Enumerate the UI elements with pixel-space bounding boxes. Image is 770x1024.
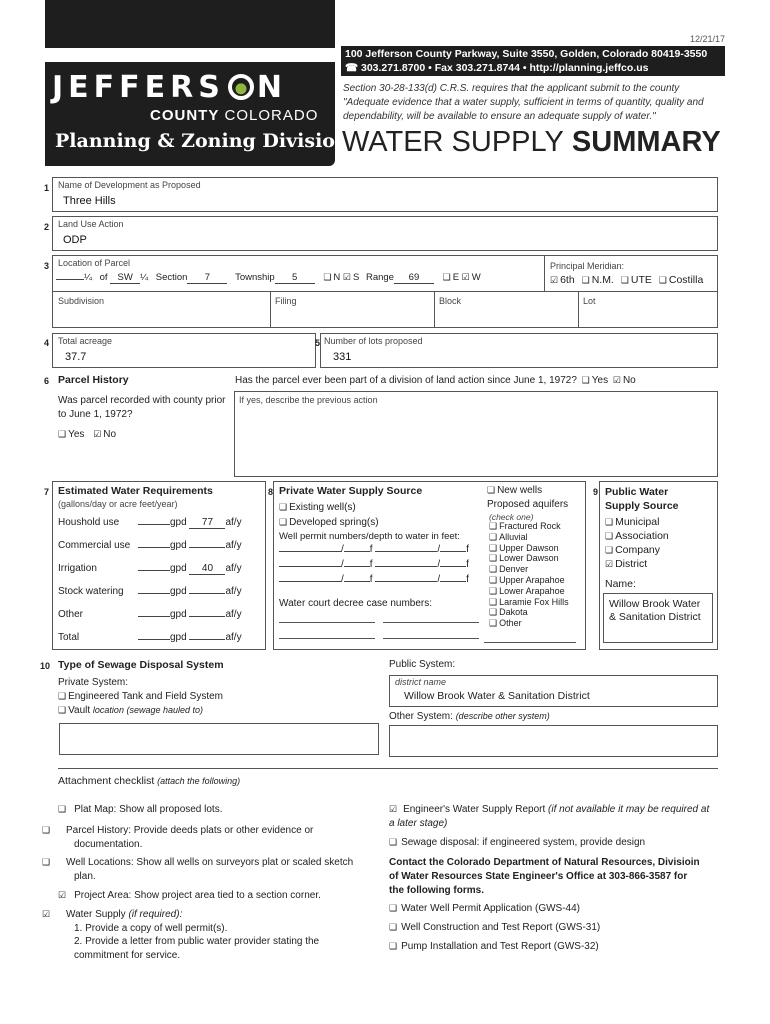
south-label: S [352,272,360,283]
sewage-design-item [389,837,714,848]
aquifer-checkbox[interactable]: ❑ [489,531,498,542]
land-use-value: ODP [63,234,87,246]
well-permit-label: Well permit numbers/depth to water in feet: [279,531,460,542]
meridian-ute-checkbox[interactable]: ❑ [620,275,629,285]
division-name: Planning & Zoning Division [55,130,349,152]
gpd-unit: gpd [170,563,187,574]
field-number-8: 8 [268,487,274,497]
water-req-afy-field[interactable] [189,639,225,640]
district-name-field[interactable] [389,675,718,707]
water-req-row [58,540,242,551]
aquifer-other-line[interactable] [484,642,576,643]
attach-checkbox-4[interactable]: ☑ [58,890,67,900]
public-option-checkbox[interactable]: ❑ [605,545,614,555]
water-req-label: Commercial use [58,540,131,551]
water-req-row [58,586,242,597]
water-supply-title: Water Supply [66,909,126,920]
form-item-3 [389,941,599,952]
public-option-checkbox[interactable]: ☑ [605,559,614,569]
afy-unit: af/y [225,517,242,528]
water-req-afy-field[interactable] [189,616,225,617]
attach-text-4: Project Area: Show project area tied to a section corner. [74,890,321,901]
block-field[interactable]: Block [439,296,462,306]
engineer-report-note: (if not available it may be required at a later stage) [389,804,710,829]
supply-name-value: Willow Brook Water & Sanitation District [609,598,701,623]
parcel-history-title: Parcel History [58,374,129,386]
water-supply-note: (if required): [128,909,183,920]
aquifer-label: Upper Dawson [499,542,559,553]
quarter-symbol: ¼ [84,272,92,283]
logo-wordmark [52,70,327,105]
meridian-nm-label: N.M. [591,274,614,286]
district-name-value: Willow Brook Water & Sanitation District [404,690,590,702]
water-req-afy-field[interactable]: 77 [189,517,225,529]
water-req-row [58,563,242,575]
vault-location-field[interactable] [59,723,379,755]
afy-unit: af/y [225,563,242,574]
water-req-label: Other [58,609,84,620]
water-req-gpd-field[interactable] [138,547,170,548]
meridian-divider [544,256,545,291]
water-req-row [58,609,242,620]
permit-number-field[interactable] [279,566,341,567]
aquifer-label: Dakota [499,607,528,618]
logo-county: COUNTY [150,107,220,124]
meridian-label: Principal Meridian: [550,261,625,271]
quarter2-field[interactable]: SW [110,272,140,284]
north-checkbox[interactable]: ❑ [323,272,332,282]
aquifer-option[interactable] [489,521,561,532]
public-option[interactable] [605,530,669,542]
attach-checkbox-1[interactable]: ❑ [58,804,67,814]
aquifer-option[interactable] [489,618,522,629]
meridian-nm-checkbox[interactable]: ❑ [581,275,590,285]
development-name-field[interactable] [52,177,718,212]
aquifer-checkbox[interactable]: ❑ [489,585,498,596]
aquifer-option[interactable] [489,607,528,618]
court-line-4[interactable] [383,638,479,639]
permit-line[interactable]: / f / f [279,559,469,570]
sewage-design-checkbox[interactable]: ❑ [389,837,398,847]
lot-field[interactable]: Lot [583,296,596,306]
sewage-design-label: Sewage disposal: if engineered system, provide design [401,837,646,848]
attach-text-2: Parcel History: Provide deeds plats or other evidence or documentation. [66,825,314,850]
proposed-aquifers-label: Proposed aquifers [487,499,569,510]
attach-item-2: ❑ Parcel History: Provide deeds plats or other evidence or documentation. [42,825,314,850]
division-no-label: No [622,375,636,386]
division-question [235,375,636,386]
range-field[interactable]: 69 [394,272,434,284]
aquifer-label: Upper Arapahoe [499,575,565,585]
district-name-label: district name [395,677,447,687]
statute-text: Section 30-28-133(d) C.R.S. requires that the applicant submit to the county "Adequate evidence that a water supply, sufficient in terms of quantity, quality and dependability, will be available to ensure an adequate supply of water." [343,83,704,122]
title-light: WATER SUPPLY [342,126,564,158]
gpd-unit: gpd [170,609,187,620]
engineer-report-item [389,803,714,830]
water-req-gpd-field[interactable] [138,616,170,617]
form-checkbox-2[interactable]: ❑ [389,922,398,932]
attach-item-4 [58,889,358,903]
logo-word-left: JEFFERS [52,70,225,105]
supply-name-label: Name: [605,578,636,590]
subdivision-field[interactable]: Subdivision [58,296,105,306]
attachment-note: (attach the following) [157,776,241,786]
meridian-costilla-checkbox[interactable]: ❑ [658,275,667,285]
water-req-afy-field[interactable]: 40 [189,563,225,575]
private-system-label: Private System: [58,677,129,688]
water-requirements-title: Estimated Water Requirements [58,485,213,497]
existing-wells-checkbox[interactable]: ❑ [279,502,288,512]
aquifer-option[interactable] [489,532,528,543]
aquifer-option[interactable] [489,575,565,586]
division-yes-checkbox[interactable]: ❑ [581,375,590,385]
water-req-label: Total [58,632,80,643]
attach-item-5: ☑ Water Supply (if required): 1. Provide a copy of well permit(s). 2. Provide a letter from public water provider stating the commitment for service. [42,909,320,961]
public-option[interactable] [605,516,659,528]
parcel-history-question: Was parcel recorded with county prior to June 1, 1972? [58,395,226,420]
developed-springs-row [279,517,379,528]
section-field[interactable]: 7 [187,272,227,284]
permit-number-field[interactable] [279,551,341,552]
permit-number-field-2[interactable] [375,566,437,567]
form-date: 12/21/17 [689,34,725,44]
logo-block-top [45,0,335,48]
other-system-label: Other System: [389,711,453,722]
vault-checkbox[interactable]: ❑ [58,705,67,715]
division-question-text: Has the parcel ever been part of a division of land action since June 1, 1972? [235,375,577,386]
permit-depth-field[interactable] [344,566,370,567]
recorded-yes-checkbox[interactable]: ❑ [58,429,67,439]
existing-wells-row [279,502,356,513]
parcel-row-divider [53,291,717,292]
recorded-no-checkbox[interactable]: ☑ [93,429,102,439]
col-divider-1 [270,291,271,328]
form-label-3: Pump Installation and Test Report (GWS-32) [401,941,599,952]
other-system-row [389,711,550,722]
meridian-options [550,274,703,286]
lots-proposed-field[interactable] [320,333,718,368]
field-number-1: 1 [44,183,50,193]
vault-label: Vault [68,705,91,716]
gpd-unit: gpd [170,586,187,597]
court-line-2[interactable] [383,622,479,623]
engineered-label: Engineered Tank and Field System [68,691,223,702]
form-item-1 [389,903,580,914]
water-req-gpd-field[interactable] [138,570,170,571]
attach-item-3: ❑ Well Locations: Show all wells on surveyors plat or scaled sketch plan. [42,857,354,882]
public-system-label: Public System: [389,659,456,670]
check-one-label: (check one) [489,512,534,522]
total-acreage-label: Total acreage [58,336,113,346]
parcel-history-answer [58,429,116,440]
title-bold: SUMMARY [571,126,721,158]
aquifer-option[interactable] [489,597,569,608]
parcel-location-box [52,255,718,328]
aquifer-label: Denver [499,564,529,575]
permit-line[interactable]: / f / f [279,574,469,585]
vault-row [58,705,203,716]
total-acreage-field[interactable] [52,333,316,368]
aquifer-label: Lower Dawson [499,553,559,564]
court-line-1[interactable] [279,622,375,623]
land-use-field[interactable] [52,216,718,251]
gpd-unit: gpd [170,517,187,528]
developed-springs-label: Developed spring(s) [289,517,379,528]
west-checkbox[interactable]: ☑ [461,272,470,282]
afy-unit: af/y [225,540,242,551]
quarter1-field[interactable] [56,279,84,280]
water-req-label: Irrigation [58,563,97,574]
vault-note: location (sewage hauled to) [92,705,203,715]
aquifer-checkbox[interactable]: ❑ [489,596,498,607]
water-req-afy-field[interactable] [189,593,225,594]
permit-number-field[interactable] [279,581,341,582]
court-decree-label: Water court decree case numbers: [279,598,433,609]
new-wells-label: New wells [497,485,543,496]
aquifer-checkbox[interactable]: ❑ [489,564,498,575]
phone-line: ☎ 303.271.8700 • Fax 303.271.8744 • http://planning.jeffco.us [345,62,649,74]
gpd-unit: gpd [170,540,187,551]
development-name-value: Three Hills [63,195,116,207]
logo-gap [45,48,335,62]
public-option-checkbox[interactable]: ❑ [605,517,614,527]
permit-number-field-2[interactable] [375,581,437,582]
water-req-row [58,517,242,529]
of-label: of [99,272,108,283]
permit-depth-field-2[interactable] [440,551,466,552]
field-number-4: 4 [44,338,50,348]
form-item-2 [389,922,600,933]
afy-unit: af/y [225,586,242,597]
attachment-divider [58,768,718,769]
parcel-location-label: Location of Parcel [58,258,131,268]
recorded-no-label: No [103,429,117,440]
range-label: Range [365,272,394,283]
new-wells-checkbox[interactable]: ❑ [487,485,496,495]
development-name-label: Name of Development as Proposed [58,180,201,190]
east-label: E [452,272,460,283]
water-req-gpd-field[interactable] [138,639,170,640]
water-supply-step-2: 2. Provide a letter from public water provider stating the commitment for service. [74,936,320,961]
other-system-note: (describe other system) [455,711,550,721]
aquifer-option[interactable] [489,586,565,597]
page-title [342,126,721,159]
previous-action-label: If yes, describe the previous action [239,395,378,405]
parcel-location-row [56,272,481,284]
public-option[interactable] [605,544,660,556]
logo-colorado: COLORADO [224,107,319,124]
meridian-costilla-label: Costilla [668,274,704,286]
water-requirements-sub: (gallons/day or acre feet/year) [58,499,178,509]
permit-number-field-2[interactable] [375,551,437,552]
north-label: N [333,272,341,283]
aquifer-checkbox[interactable]: ❑ [489,553,498,564]
water-supply-step-1: 1. Provide a copy of well permit(s). [74,922,228,934]
aquifer-label: Laramie Fox Hills [499,596,569,607]
engineer-report-checkbox[interactable]: ☑ [389,804,398,814]
attachment-title-row [58,775,240,787]
aquifer-checkbox[interactable]: ❑ [489,607,498,618]
permit-line[interactable]: / f / f [279,544,469,555]
other-system-field[interactable] [389,725,718,757]
water-req-label: Houshold use [58,517,120,528]
field-number-10: 10 [40,661,51,671]
aquifer-checkbox[interactable]: ❑ [489,542,498,553]
logo-subtitle [150,107,318,124]
attach-item-1 [58,803,358,817]
supply-name-field[interactable] [603,593,713,643]
logo-word-right: N [256,70,287,105]
court-line-3[interactable] [279,638,375,639]
public-option-label: Association [615,530,669,542]
field-number-9: 9 [593,487,599,497]
afy-unit: af/y [225,609,242,620]
public-option-label: Company [615,544,661,556]
form-label-1: Water Well Permit Application (GWS-44) [401,903,581,914]
meridian-ute-label: UTE [630,274,652,286]
permit-depth-field-2[interactable] [440,581,466,582]
public-option-label: Municipal [615,516,660,528]
aquifer-label: Alluvial [499,531,528,542]
total-acreage-value: 37.7 [65,351,87,363]
field-number-6: 6 [44,376,50,386]
aquifer-label: Lower Arapahoe [499,585,565,596]
meridian-6th-checkbox[interactable]: ☑ [550,275,559,285]
land-use-label: Land Use Action [58,219,124,229]
aquifer-label: Fractured Rock [499,521,561,531]
previous-action-field[interactable] [234,391,718,477]
permit-depth-field[interactable] [344,551,370,552]
afy-unit: af/y [225,632,242,643]
meridian-6th-label: 6th [560,274,575,286]
address-line: 100 Jefferson County Parkway, Suite 3550, Golden, Colorado 80419-3550 [345,48,708,60]
form-label-2: Well Construction and Test Report (GWS-31) [401,922,601,933]
private-supply-title: Private Water Supply Source [279,485,423,497]
recorded-yes-label: Yes [68,429,85,440]
field-number-3: 3 [44,261,50,271]
new-wells-row [487,485,542,496]
engineered-row [58,691,223,702]
aquifer-checkbox[interactable]: ❑ [489,618,498,629]
quarter-symbol-2: ¼ [140,272,149,283]
field-number-5: 5 [315,338,321,348]
permit-depth-field[interactable] [344,581,370,582]
attach-text-3: Well Locations: Show all wells on surveyors plat or scaled sketch plan. [66,857,354,882]
aquifer-checkbox[interactable]: ❑ [489,521,498,531]
public-option-checkbox[interactable]: ❑ [605,531,614,541]
public-option-label: District [615,558,648,570]
engineered-checkbox[interactable]: ❑ [58,691,67,701]
water-req-row [58,632,242,643]
sewage-title: Type of Sewage Disposal System [58,659,224,671]
aquifer-option[interactable] [489,553,559,564]
filing-field[interactable]: Filing [275,296,297,306]
form-checkbox-1[interactable]: ❑ [389,903,398,913]
water-req-label: Stock watering [58,586,124,597]
existing-wells-label: Existing well(s) [289,502,356,513]
public-option[interactable] [605,558,647,570]
logo-sun-icon [228,74,254,100]
attachment-title: Attachment checklist [58,775,155,787]
aquifer-label: Other [499,618,522,629]
form-checkbox-3[interactable]: ❑ [389,941,398,951]
township-field[interactable]: 5 [275,272,315,284]
lots-proposed-label: Number of lots proposed [324,336,423,346]
west-label: W [471,272,481,283]
field-number-7: 7 [44,487,50,497]
water-req-gpd-field[interactable] [138,593,170,594]
field-number-2: 2 [44,222,50,232]
permit-depth-field-2[interactable] [440,566,466,567]
division-yes-label: Yes [591,375,609,386]
lots-proposed-value: 331 [333,351,352,363]
gpd-unit: gpd [170,632,187,643]
developed-springs-checkbox[interactable]: ❑ [279,517,288,527]
aquifer-checkbox[interactable]: ❑ [489,575,498,585]
east-checkbox[interactable]: ❑ [442,272,451,282]
engineer-report-label: Engineer's Water Supply Report [403,804,546,815]
division-no-checkbox[interactable]: ☑ [612,375,621,385]
water-req-afy-field[interactable] [189,547,225,548]
aquifer-option[interactable] [489,543,559,554]
public-supply-title: Public Water Supply Source [605,486,679,512]
section-label: Section [155,272,188,283]
township-label: Township [235,272,275,283]
aquifer-option[interactable] [489,564,528,575]
water-req-gpd-field[interactable] [138,524,170,525]
contact-text: Contact the Colorado Department of Natural Resources, Divisioin of Water Resources State Engineer's Office at 303-866-3587 for the following forms. [389,857,700,896]
col-divider-2 [434,291,435,328]
col-divider-3 [578,291,579,328]
south-checkbox[interactable]: ☑ [342,272,351,282]
attach-text-1: Plat Map: Show all proposed lots. [74,804,223,815]
